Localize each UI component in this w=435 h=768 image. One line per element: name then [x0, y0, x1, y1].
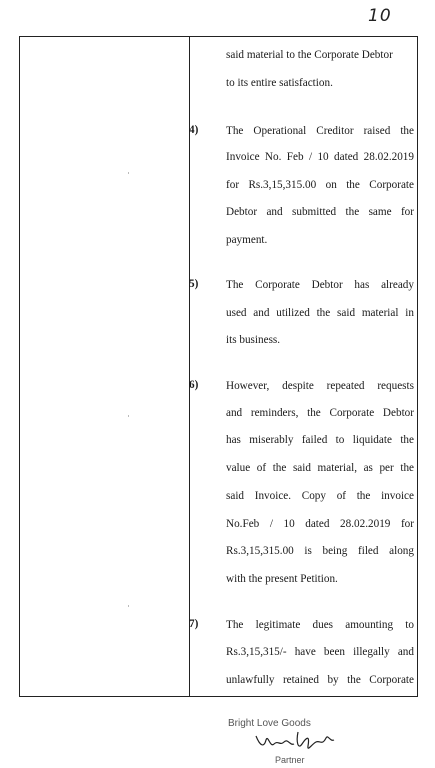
paragraph-number: 6)	[189, 379, 199, 391]
paragraph-line: for Rs.3,15,315.00 on the Corporate	[226, 179, 414, 191]
paragraph-line: unlawfully retained by the Corporate	[226, 674, 414, 686]
paragraph-line: with the present Petition.	[226, 573, 338, 585]
paragraph-line: No.Feb / 10 dated 28.02.2019 for	[226, 518, 414, 530]
paragraph-line: payment.	[226, 234, 268, 246]
paragraph-line: has miserably failed to liquidate the	[226, 434, 414, 446]
paragraph-number: 5)	[189, 278, 199, 290]
paragraph-line: The Operational Creditor raised the	[226, 125, 414, 137]
paragraph-line: said Invoice. Copy of the invoice	[226, 490, 414, 502]
paragraph-line: its business.	[226, 334, 281, 346]
paragraph-line: said material to the Corporate Debtor	[226, 49, 393, 61]
paragraph-number: 7)	[189, 618, 199, 630]
paragraph-line: Debtor and submitted the same for	[226, 206, 414, 218]
paragraph-line: used and utilized the said material in	[226, 307, 414, 319]
paragraph-line: and reminders, the Corporate Debtor	[226, 407, 414, 419]
signature-image	[252, 728, 342, 754]
faint-mark	[128, 415, 129, 417]
paragraph-line: Invoice No. Feb / 10 dated 28.02.2019	[226, 151, 414, 163]
page-number: 10	[368, 6, 392, 26]
paragraph-line: However, despite repeated requests	[226, 380, 414, 392]
paragraph-line: Rs.3,15,315.00 is being filed along	[226, 545, 414, 557]
paragraph-line: Rs.3,15,315/- have been illegally and	[226, 646, 414, 658]
stamp-role: Partner	[275, 755, 305, 765]
paragraph-line: The Corporate Debtor has already	[226, 279, 414, 291]
paragraph-number: 4)	[189, 124, 199, 136]
paragraph-line: value of the said material, as per the	[226, 462, 414, 474]
paragraph-line: The legitimate dues amounting to	[226, 619, 414, 631]
company-stamp	[0, 700, 435, 768]
paragraph-line: to its entire satisfaction.	[226, 77, 333, 89]
stamp-firm-name: Bright Love Goods	[228, 718, 311, 729]
faint-mark	[128, 172, 129, 174]
faint-mark	[128, 605, 129, 607]
